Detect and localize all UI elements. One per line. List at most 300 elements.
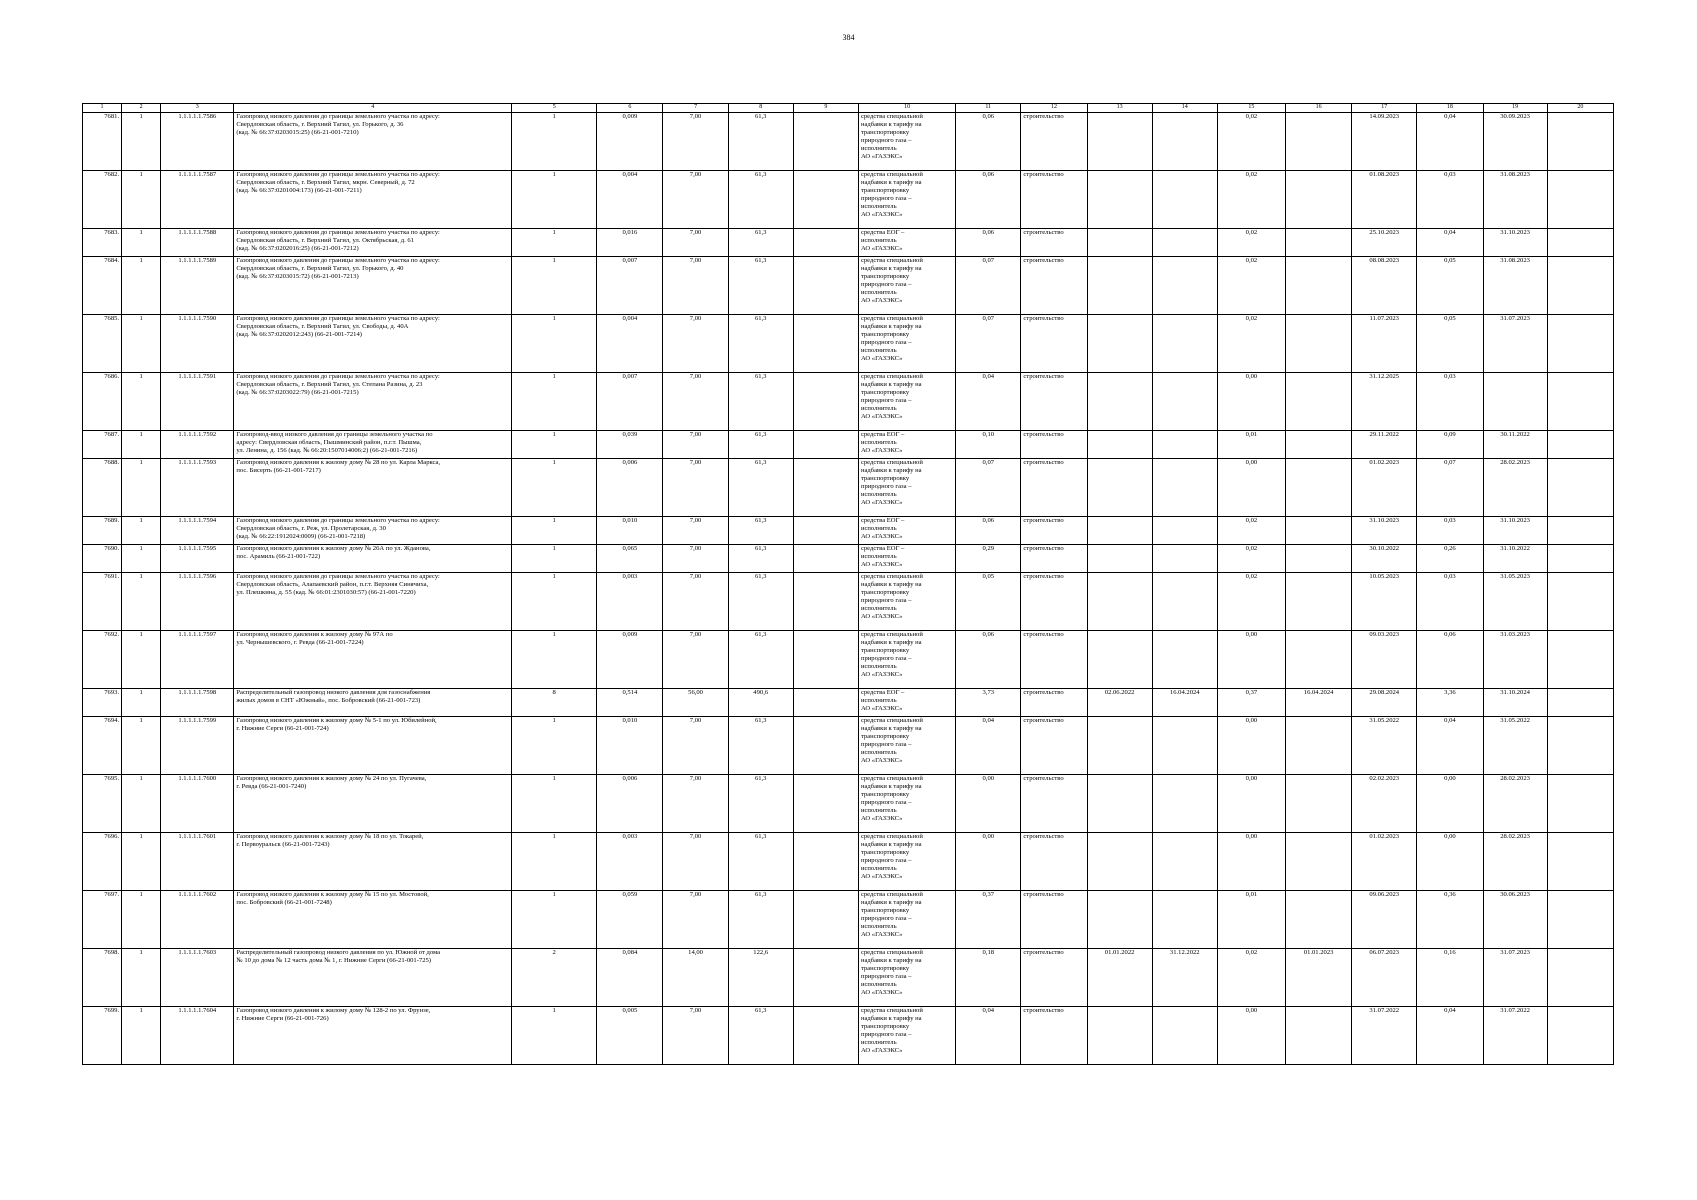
col-16-date <box>1286 257 1352 315</box>
col-11-value: 0,00 <box>956 775 1021 833</box>
start-date <box>1087 573 1152 631</box>
col-19-date: 31.05.2022 <box>1483 717 1547 775</box>
work-type: строительство <box>1021 833 1087 891</box>
object-code: 1.1.1.1.1.7586 <box>161 113 234 171</box>
col-7-value: 7,00 <box>663 717 728 775</box>
col-17-date: 01.02.2023 <box>1352 459 1417 517</box>
col-18-value: 0,00 <box>1417 833 1483 891</box>
object-description: Газопровод низкого давления к жилому дому № 26А по ул. Жданова, пос. Арамиль (66-21-001-722) <box>234 545 512 573</box>
row-number: 7685. <box>83 315 122 373</box>
row-number: 7689. <box>83 517 122 545</box>
col-9-value <box>793 373 858 431</box>
quantity: 1 <box>512 1007 597 1065</box>
col-15-value: 0,02 <box>1217 113 1285 171</box>
table-row <box>83 315 1614 373</box>
col-16-date <box>1286 775 1352 833</box>
col-16-date <box>1286 717 1352 775</box>
col-9-value <box>793 257 858 315</box>
quantity: 1 <box>512 833 597 891</box>
col-19-date: 31.08.2023 <box>1483 257 1547 315</box>
end-date <box>1152 717 1217 775</box>
column-header-8: 8 <box>728 104 793 113</box>
col-9-value <box>793 689 858 717</box>
col-18-value: 0,03 <box>1417 573 1483 631</box>
col-11-value: 0,06 <box>956 229 1021 257</box>
length: 0,010 <box>597 517 663 545</box>
funding-source: средства специальной надбавки к тарифу на транспортировку природного газа – исполнитель АО «ГАЗЭКС» <box>858 315 955 373</box>
col-17-date: 01.02.2023 <box>1352 833 1417 891</box>
col-8-value: 61,3 <box>728 631 793 689</box>
col-7-value: 7,00 <box>663 891 728 949</box>
col-17-date: 11.07.2023 <box>1352 315 1417 373</box>
col-20-value <box>1547 573 1613 631</box>
end-date <box>1152 431 1217 459</box>
col-11-value: 0,00 <box>956 833 1021 891</box>
col-8-value: 61,3 <box>728 373 793 431</box>
col-7-value: 7,00 <box>663 833 728 891</box>
col-19-date: 31.10.2023 <box>1483 517 1547 545</box>
column-header-20: 20 <box>1547 104 1613 113</box>
col-7-value: 7,00 <box>663 573 728 631</box>
object-code: 1.1.1.1.1.7595 <box>161 545 234 573</box>
col-11-value: 0,04 <box>956 1007 1021 1065</box>
start-date <box>1087 315 1152 373</box>
col-19-date: 31.07.2023 <box>1483 949 1547 1007</box>
start-date <box>1087 257 1152 315</box>
col-2-value: 1 <box>122 689 161 717</box>
end-date <box>1152 833 1217 891</box>
column-header-15: 15 <box>1217 104 1285 113</box>
col-18-value: 0,36 <box>1417 891 1483 949</box>
col-16-date <box>1286 171 1352 229</box>
object-code: 1.1.1.1.1.7587 <box>161 171 234 229</box>
table-row <box>83 949 1614 1007</box>
work-type: строительство <box>1021 171 1087 229</box>
object-description: Газопровод низкого давления к жилому дому № 24 по ул. Пугачева, г. Ревда (66-21-001-7240) <box>234 775 512 833</box>
col-2-value: 1 <box>122 257 161 315</box>
col-2-value: 1 <box>122 573 161 631</box>
row-number: 7695. <box>83 775 122 833</box>
col-8-value: 61,3 <box>728 257 793 315</box>
row-number: 7688. <box>83 459 122 517</box>
col-15-value: 0,02 <box>1217 171 1285 229</box>
length: 0,004 <box>597 171 663 229</box>
col-16-date <box>1286 431 1352 459</box>
quantity: 1 <box>512 631 597 689</box>
col-9-value <box>793 431 858 459</box>
col-20-value <box>1547 717 1613 775</box>
table-row <box>83 891 1614 949</box>
object-code: 1.1.1.1.1.7601 <box>161 833 234 891</box>
object-code: 1.1.1.1.1.7603 <box>161 949 234 1007</box>
row-number: 7698. <box>83 949 122 1007</box>
work-type: строительство <box>1021 459 1087 517</box>
end-date <box>1152 573 1217 631</box>
quantity: 1 <box>512 257 597 315</box>
col-16-date <box>1286 113 1352 171</box>
work-type: строительство <box>1021 1007 1087 1065</box>
start-date <box>1087 717 1152 775</box>
col-18-value: 0,16 <box>1417 949 1483 1007</box>
col-17-date: 29.11.2022 <box>1352 431 1417 459</box>
col-16-date <box>1286 891 1352 949</box>
table-row <box>83 775 1614 833</box>
col-11-value: 0,04 <box>956 717 1021 775</box>
funding-source: средства специальной надбавки к тарифу на транспортировку природного газа – исполнитель АО «ГАЗЭКС» <box>858 171 955 229</box>
object-description: Газопровод низкого давления до границы земельного участка по адресу: Свердловская область, г. Верхний Тагил, ул. Свободы, д. 40А (кад. № 66:37:0202012:243) (66-21-001-7214) <box>234 315 512 373</box>
funding-source: средства специальной надбавки к тарифу на транспортировку природного газа – исполнитель АО «ГАЗЭКС» <box>858 373 955 431</box>
col-2-value: 1 <box>122 517 161 545</box>
column-header-4: 4 <box>234 104 512 113</box>
col-18-value: 0,03 <box>1417 517 1483 545</box>
funding-source: средства специальной надбавки к тарифу на транспортировку природного газа – исполнитель АО «ГАЗЭКС» <box>858 717 955 775</box>
col-9-value <box>793 949 858 1007</box>
col-7-value: 7,00 <box>663 459 728 517</box>
length: 0,003 <box>597 833 663 891</box>
col-11-value: 0,06 <box>956 631 1021 689</box>
length: 0,065 <box>597 545 663 573</box>
col-15-value: 0,02 <box>1217 949 1285 1007</box>
col-15-value: 0,37 <box>1217 689 1285 717</box>
funding-source: средства ЕОГ – исполнитель АО «ГАЗЭКС» <box>858 229 955 257</box>
funding-source: средства специальной надбавки к тарифу на транспортировку природного газа – исполнитель АО «ГАЗЭКС» <box>858 573 955 631</box>
col-17-date: 31.07.2022 <box>1352 1007 1417 1065</box>
col-9-value <box>793 1007 858 1065</box>
quantity: 8 <box>512 689 597 717</box>
col-2-value: 1 <box>122 431 161 459</box>
length: 0,006 <box>597 775 663 833</box>
length: 0,007 <box>597 373 663 431</box>
end-date <box>1152 373 1217 431</box>
funding-source: средства специальной надбавки к тарифу на транспортировку природного газа – исполнитель АО «ГАЗЭКС» <box>858 891 955 949</box>
funding-source: средства специальной надбавки к тарифу на транспортировку природного газа – исполнитель АО «ГАЗЭКС» <box>858 1007 955 1065</box>
end-date <box>1152 891 1217 949</box>
funding-source: средства ЕОГ – исполнитель АО «ГАЗЭКС» <box>858 517 955 545</box>
funding-source: средства специальной надбавки к тарифу на транспортировку природного газа – исполнитель АО «ГАЗЭКС» <box>858 257 955 315</box>
col-15-value: 0,02 <box>1217 545 1285 573</box>
col-19-date: 28.02.2023 <box>1483 775 1547 833</box>
start-date <box>1087 113 1152 171</box>
row-number: 7682. <box>83 171 122 229</box>
col-11-value: 0,06 <box>956 171 1021 229</box>
col-8-value: 122,6 <box>728 949 793 1007</box>
work-type: строительство <box>1021 573 1087 631</box>
work-type: строительство <box>1021 373 1087 431</box>
col-15-value: 0,02 <box>1217 257 1285 315</box>
col-7-value: 7,00 <box>663 171 728 229</box>
start-date <box>1087 431 1152 459</box>
col-9-value <box>793 517 858 545</box>
length: 0,004 <box>597 315 663 373</box>
object-description: Газопровод низкого давления к жилому дому № 5-1 по ул. Юбилейной, г. Нижние Серги (66-21-001-724) <box>234 717 512 775</box>
object-description: Газопровод низкого давления к жилому дому № 128-2 по ул. Фрунзе, г. Нижние Серги (66-21-001-726) <box>234 1007 512 1065</box>
column-header-16: 16 <box>1286 104 1352 113</box>
table-row <box>83 171 1614 229</box>
start-date <box>1087 459 1152 517</box>
object-code: 1.1.1.1.1.7600 <box>161 775 234 833</box>
col-7-value: 7,00 <box>663 631 728 689</box>
funding-source: средства специальной надбавки к тарифу на транспортировку природного газа – исполнитель АО «ГАЗЭКС» <box>858 775 955 833</box>
col-7-value: 7,00 <box>663 229 728 257</box>
col-20-value <box>1547 229 1613 257</box>
table-row <box>83 1007 1614 1065</box>
length: 0,006 <box>597 459 663 517</box>
col-19-date: 31.08.2023 <box>1483 171 1547 229</box>
start-date <box>1087 171 1152 229</box>
col-9-value <box>793 315 858 373</box>
col-18-value: 0,03 <box>1417 373 1483 431</box>
col-20-value <box>1547 775 1613 833</box>
work-type: строительство <box>1021 229 1087 257</box>
table-row <box>83 631 1614 689</box>
page-number: 384 <box>842 33 855 42</box>
funding-source: средства специальной надбавки к тарифу на транспортировку природного газа – исполнитель АО «ГАЗЭКС» <box>858 833 955 891</box>
row-number: 7686. <box>83 373 122 431</box>
end-date <box>1152 257 1217 315</box>
start-date <box>1087 517 1152 545</box>
col-8-value: 61,3 <box>728 113 793 171</box>
col-18-value: 0,04 <box>1417 113 1483 171</box>
table-row <box>83 229 1614 257</box>
object-code: 1.1.1.1.1.7593 <box>161 459 234 517</box>
length: 0,039 <box>597 431 663 459</box>
col-17-date: 29.08.2024 <box>1352 689 1417 717</box>
col-11-value: 3,73 <box>956 689 1021 717</box>
col-11-value: 0,18 <box>956 949 1021 1007</box>
col-20-value <box>1547 833 1613 891</box>
object-code: 1.1.1.1.1.7604 <box>161 1007 234 1065</box>
quantity: 1 <box>512 459 597 517</box>
length: 0,005 <box>597 1007 663 1065</box>
col-15-value: 0,00 <box>1217 775 1285 833</box>
col-9-value <box>793 717 858 775</box>
table-row <box>83 689 1614 717</box>
col-19-date: 30.06.2023 <box>1483 891 1547 949</box>
col-11-value: 0,07 <box>956 257 1021 315</box>
col-2-value: 1 <box>122 545 161 573</box>
col-18-value: 0,07 <box>1417 459 1483 517</box>
quantity: 1 <box>512 431 597 459</box>
col-19-date: 30.11.2022 <box>1483 431 1547 459</box>
col-9-value <box>793 573 858 631</box>
table-row <box>83 459 1614 517</box>
object-code: 1.1.1.1.1.7596 <box>161 573 234 631</box>
col-8-value: 490,6 <box>728 689 793 717</box>
col-19-date: 28.02.2023 <box>1483 459 1547 517</box>
funding-source: средства ЕОГ – исполнитель АО «ГАЗЭКС» <box>858 689 955 717</box>
column-header-3: 3 <box>161 104 234 113</box>
col-7-value: 7,00 <box>663 517 728 545</box>
col-15-value: 0,01 <box>1217 891 1285 949</box>
col-8-value: 61,3 <box>728 573 793 631</box>
row-number: 7684. <box>83 257 122 315</box>
object-description: Газопровод низкого давления до границы земельного участка по адресу: Свердловская область, г. Верхний Тагил, ул. Горького, д. 40 (кад. № 66:37:0203015:72) (66-21-001-7213) <box>234 257 512 315</box>
col-8-value: 61,3 <box>728 1007 793 1065</box>
col-16-date <box>1286 459 1352 517</box>
work-type: строительство <box>1021 631 1087 689</box>
col-8-value: 61,3 <box>728 891 793 949</box>
col-18-value: 0,00 <box>1417 775 1483 833</box>
col-18-value: 0,04 <box>1417 717 1483 775</box>
end-date <box>1152 631 1217 689</box>
length: 0,084 <box>597 949 663 1007</box>
column-header-19: 19 <box>1483 104 1547 113</box>
col-2-value: 1 <box>122 113 161 171</box>
col-18-value: 0,26 <box>1417 545 1483 573</box>
object-code: 1.1.1.1.1.7597 <box>161 631 234 689</box>
col-20-value <box>1547 631 1613 689</box>
col-16-date: 16.04.2024 <box>1286 689 1352 717</box>
col-17-date: 25.10.2023 <box>1352 229 1417 257</box>
col-17-date: 02.02.2023 <box>1352 775 1417 833</box>
column-header-18: 18 <box>1417 104 1483 113</box>
col-19-date: 28.02.2023 <box>1483 833 1547 891</box>
quantity: 1 <box>512 717 597 775</box>
col-20-value <box>1547 545 1613 573</box>
quantity: 1 <box>512 775 597 833</box>
work-type: строительство <box>1021 717 1087 775</box>
col-17-date: 31.05.2022 <box>1352 717 1417 775</box>
table-row <box>83 717 1614 775</box>
col-18-value: 0,04 <box>1417 229 1483 257</box>
col-20-value <box>1547 113 1613 171</box>
col-15-value: 0,00 <box>1217 1007 1285 1065</box>
col-7-value: 7,00 <box>663 431 728 459</box>
col-11-value: 0,37 <box>956 891 1021 949</box>
col-16-date <box>1286 229 1352 257</box>
col-2-value: 1 <box>122 1007 161 1065</box>
end-date <box>1152 545 1217 573</box>
col-20-value <box>1547 949 1613 1007</box>
length: 0,016 <box>597 229 663 257</box>
object-code: 1.1.1.1.1.7594 <box>161 517 234 545</box>
table-row <box>83 517 1614 545</box>
quantity: 2 <box>512 949 597 1007</box>
col-18-value: 0,09 <box>1417 431 1483 459</box>
col-15-value: 0,00 <box>1217 717 1285 775</box>
col-8-value: 61,3 <box>728 775 793 833</box>
column-header-12: 12 <box>1021 104 1087 113</box>
col-7-value: 7,00 <box>663 257 728 315</box>
start-date: 02.06.2022 <box>1087 689 1152 717</box>
col-7-value: 7,00 <box>663 775 728 833</box>
col-8-value: 61,3 <box>728 717 793 775</box>
col-7-value: 7,00 <box>663 1007 728 1065</box>
col-18-value: 0,04 <box>1417 1007 1483 1065</box>
work-type: строительство <box>1021 775 1087 833</box>
start-date <box>1087 373 1152 431</box>
col-8-value: 61,3 <box>728 431 793 459</box>
registry-table <box>82 103 1614 1065</box>
object-description: Газопровод-ввод низкого давления до границы земельного участка по адресу: Свердловская область, Пышминский район, п.г.т. Пышма, ул. Ленина, д. 156 (кад. № 66:20:1507014006:2) (66-21-001-7216) <box>234 431 512 459</box>
col-7-value: 56,00 <box>663 689 728 717</box>
end-date <box>1152 775 1217 833</box>
col-20-value <box>1547 257 1613 315</box>
length: 0,010 <box>597 717 663 775</box>
end-date: 16.04.2024 <box>1152 689 1217 717</box>
quantity: 1 <box>512 545 597 573</box>
col-11-value: 0,07 <box>956 459 1021 517</box>
col-18-value: 3,36 <box>1417 689 1483 717</box>
col-17-date: 10.05.2023 <box>1352 573 1417 631</box>
col-7-value: 7,00 <box>663 373 728 431</box>
column-header-1: 1 <box>83 104 122 113</box>
object-description: Газопровод низкого давления до границы земельного участка по адресу: Свердловская область, г. Реж, ул. Пролетарская, д. 30 (кад. № 66:22:1912024:0009) (66-21-001-7218) <box>234 517 512 545</box>
col-20-value <box>1547 891 1613 949</box>
col-2-value: 1 <box>122 373 161 431</box>
col-9-value <box>793 113 858 171</box>
work-type: строительство <box>1021 689 1087 717</box>
object-code: 1.1.1.1.1.7592 <box>161 431 234 459</box>
row-number: 7697. <box>83 891 122 949</box>
col-20-value <box>1547 373 1613 431</box>
work-type: строительство <box>1021 315 1087 373</box>
length: 0,514 <box>597 689 663 717</box>
col-9-value <box>793 171 858 229</box>
col-11-value: 0,07 <box>956 315 1021 373</box>
col-19-date: 31.10.2024 <box>1483 689 1547 717</box>
object-description: Газопровод низкого давления к жилому дому № 97А по ул. Чернышевского, г. Ревда (66-21-001-7224) <box>234 631 512 689</box>
row-number: 7687. <box>83 431 122 459</box>
col-16-date <box>1286 545 1352 573</box>
col-9-value <box>793 833 858 891</box>
end-date <box>1152 517 1217 545</box>
column-header-5: 5 <box>512 104 597 113</box>
end-date <box>1152 171 1217 229</box>
col-11-value: 0,06 <box>956 113 1021 171</box>
object-description: Газопровод низкого давления к жилому дому № 28 по ул. Карла Маркса, пос. Бисерть (66-21-001-7217) <box>234 459 512 517</box>
object-code: 1.1.1.1.1.7591 <box>161 373 234 431</box>
table-row <box>83 833 1614 891</box>
table-row <box>83 373 1614 431</box>
col-19-date: 31.07.2022 <box>1483 1007 1547 1065</box>
col-15-value: 0,02 <box>1217 315 1285 373</box>
col-16-date <box>1286 373 1352 431</box>
column-header-10: 10 <box>858 104 955 113</box>
col-15-value: 0,00 <box>1217 833 1285 891</box>
quantity: 1 <box>512 229 597 257</box>
row-number: 7683. <box>83 229 122 257</box>
start-date <box>1087 833 1152 891</box>
col-11-value: 0,04 <box>956 373 1021 431</box>
start-date <box>1087 229 1152 257</box>
col-8-value: 61,3 <box>728 229 793 257</box>
col-9-value <box>793 459 858 517</box>
col-7-value: 7,00 <box>663 315 728 373</box>
column-header-9: 9 <box>793 104 858 113</box>
work-type: строительство <box>1021 257 1087 315</box>
object-code: 1.1.1.1.1.7590 <box>161 315 234 373</box>
col-2-value: 1 <box>122 775 161 833</box>
col-7-value: 7,00 <box>663 545 728 573</box>
col-17-date: 09.06.2023 <box>1352 891 1417 949</box>
col-9-value <box>793 631 858 689</box>
row-number: 7690. <box>83 545 122 573</box>
col-16-date <box>1286 315 1352 373</box>
col-17-date: 08.08.2023 <box>1352 257 1417 315</box>
length: 0,059 <box>597 891 663 949</box>
end-date <box>1152 1007 1217 1065</box>
col-16-date: 01.01.2023 <box>1286 949 1352 1007</box>
end-date <box>1152 113 1217 171</box>
col-15-value: 0,00 <box>1217 459 1285 517</box>
column-header-17: 17 <box>1352 104 1417 113</box>
object-code: 1.1.1.1.1.7599 <box>161 717 234 775</box>
col-2-value: 1 <box>122 171 161 229</box>
col-9-value <box>793 545 858 573</box>
col-8-value: 61,3 <box>728 459 793 517</box>
column-header-6: 6 <box>597 104 663 113</box>
